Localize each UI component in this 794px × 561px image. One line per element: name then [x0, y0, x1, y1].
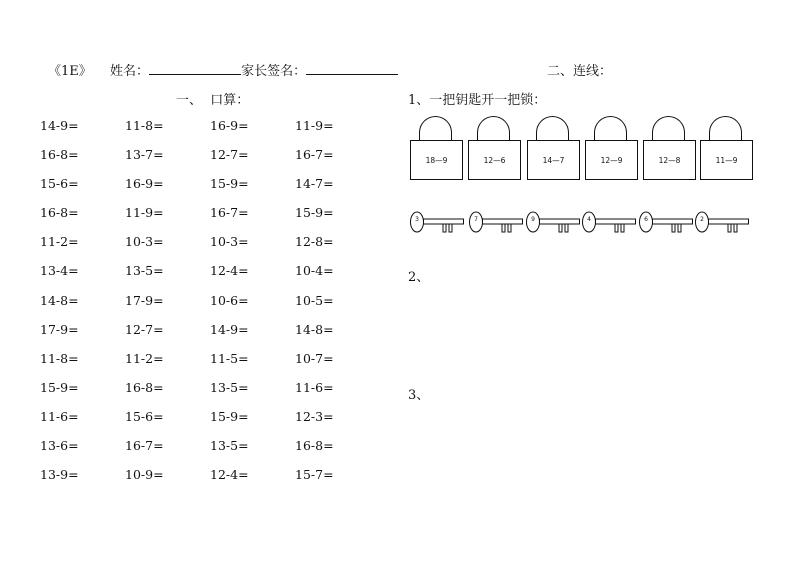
lock-icon[interactable]	[468, 116, 521, 180]
problem-row	[40, 323, 380, 352]
problem-row	[40, 439, 380, 468]
problem-cell[interactable]: 10-6=	[210, 292, 249, 308]
class-label: 《1E》	[48, 64, 92, 79]
problem-cell[interactable]: 13-5=	[210, 438, 249, 454]
key-number: 3	[415, 216, 419, 223]
problem-cell[interactable]: 11-2=	[125, 350, 164, 366]
problem-cell[interactable]: 13-9=	[40, 467, 79, 483]
problem-cell[interactable]: 11-9=	[295, 118, 334, 133]
problem-row	[40, 352, 380, 381]
key-number: 2	[700, 216, 704, 223]
problem-cell[interactable]: 11-8=	[125, 118, 164, 133]
problem-cell[interactable]: 11-5=	[210, 350, 249, 366]
lock-label: 12—9	[585, 140, 638, 180]
problem-row	[40, 206, 380, 235]
problem-row	[40, 381, 380, 410]
lock-icon[interactable]	[585, 116, 638, 180]
parent-signature-label: 家长签名：	[241, 64, 307, 79]
lock-icon[interactable]	[643, 116, 696, 180]
problem-cell[interactable]: 11-8=	[40, 350, 79, 366]
problem-cell[interactable]: 15-9=	[295, 205, 334, 221]
problem-cell[interactable]: 15-7=	[295, 467, 334, 483]
problem-row	[40, 468, 380, 497]
problem-cell[interactable]: 14-7=	[295, 176, 334, 192]
problem-cell[interactable]: 15-9=	[210, 408, 249, 424]
lock-icon[interactable]	[527, 116, 580, 180]
header-line	[48, 60, 398, 79]
problem-cell[interactable]: 10-3=	[210, 234, 249, 250]
problem-cell[interactable]: 10-3=	[125, 234, 164, 250]
problem-cell[interactable]: 14-8=	[40, 292, 79, 308]
section-one-title: 一、 口算：	[176, 93, 250, 108]
problem-cell[interactable]: 10-4=	[295, 263, 334, 279]
problem-cell[interactable]: 11-6=	[295, 379, 334, 395]
lock-label: 14—7	[527, 140, 580, 180]
problem-cell[interactable]: 15-9=	[40, 379, 79, 395]
key-icon[interactable]	[581, 210, 639, 238]
key-shape	[581, 210, 639, 238]
problem-cell[interactable]: 16-7=	[295, 147, 334, 163]
problem-cell[interactable]: 12-7=	[210, 147, 249, 163]
problem-row	[40, 264, 380, 293]
problem-cell[interactable]: 14-9=	[210, 321, 249, 337]
problem-cell[interactable]: 13-7=	[125, 147, 164, 163]
key-icon[interactable]	[638, 210, 696, 238]
problem-cell[interactable]: 12-4=	[210, 467, 249, 483]
problem-cell[interactable]: 16-9=	[125, 176, 164, 192]
problem-cell[interactable]: 13-5=	[125, 263, 164, 279]
problem-cell[interactable]: 12-7=	[125, 321, 164, 337]
problem-cell[interactable]: 13-4=	[40, 263, 79, 279]
problem-cell[interactable]: 15-9=	[210, 176, 249, 192]
problem-cell[interactable]: 16-8=	[125, 379, 164, 395]
key-number: 4	[587, 216, 591, 223]
problem-cell[interactable]: 10-7=	[295, 350, 334, 366]
problem-cell[interactable]: 11-6=	[40, 408, 79, 424]
name-label: 姓名：	[110, 64, 150, 79]
problem-cell[interactable]: 16-8=	[40, 205, 79, 221]
key-icon[interactable]	[525, 210, 583, 238]
key-shape	[409, 210, 467, 238]
lock-icon[interactable]	[410, 116, 463, 180]
lock-label: 12—8	[643, 140, 696, 180]
lock-label: 12—6	[468, 140, 521, 180]
problem-row	[40, 235, 380, 264]
key-shape	[468, 210, 526, 238]
key-shape	[525, 210, 583, 238]
lock-label: 18—9	[410, 140, 463, 180]
problem-cell[interactable]: 10-5=	[295, 292, 334, 308]
problem-cell[interactable]: 16-8=	[295, 438, 334, 454]
key-number: 9	[531, 216, 535, 223]
name-blank[interactable]	[149, 62, 241, 75]
problem-cell[interactable]: 12-3=	[295, 408, 334, 424]
problem-cell[interactable]: 14-9=	[40, 118, 79, 133]
problem-cell[interactable]: 13-5=	[210, 379, 249, 395]
key-icon[interactable]	[694, 210, 752, 238]
question-1-label: 1、一把钥匙开一把锁：	[408, 93, 547, 108]
problem-row	[40, 294, 380, 323]
problem-cell[interactable]: 12-8=	[295, 234, 334, 250]
lock-label: 11—9	[700, 140, 753, 180]
problem-row	[40, 119, 380, 148]
problem-cell[interactable]: 13-6=	[40, 438, 79, 454]
parent-signature-blank[interactable]	[306, 62, 398, 75]
question-3-label: 3、	[408, 388, 430, 403]
problem-cell[interactable]: 11-2=	[40, 234, 79, 250]
problem-cell[interactable]: 12-4=	[210, 263, 249, 279]
section-two-title: 二、连线：	[547, 64, 613, 79]
problem-cell[interactable]: 11-9=	[125, 205, 164, 221]
problem-cell[interactable]: 16-9=	[210, 118, 249, 133]
problem-cell[interactable]: 10-9=	[125, 467, 164, 483]
problem-cell[interactable]: 15-6=	[40, 176, 79, 192]
problem-cell[interactable]: 14-8=	[295, 321, 334, 337]
key-icon[interactable]	[468, 210, 526, 238]
problem-cell[interactable]: 15-6=	[125, 408, 164, 424]
problem-cell[interactable]: 16-7=	[210, 205, 249, 221]
problem-cell[interactable]: 17-9=	[125, 292, 164, 308]
key-shape	[638, 210, 696, 238]
question-2-label: 2、	[408, 270, 430, 285]
key-number: 7	[474, 216, 478, 223]
key-icon[interactable]	[409, 210, 467, 238]
arithmetic-grid	[40, 119, 380, 497]
problem-cell[interactable]: 16-7=	[125, 438, 164, 454]
problem-row	[40, 148, 380, 177]
key-shape	[694, 210, 752, 238]
problem-row	[40, 410, 380, 439]
key-number: 6	[644, 216, 648, 223]
problem-cell[interactable]: 17-9=	[40, 321, 79, 337]
lock-icon[interactable]	[700, 116, 753, 180]
problem-cell[interactable]: 16-8=	[40, 147, 79, 163]
problem-row	[40, 177, 380, 206]
